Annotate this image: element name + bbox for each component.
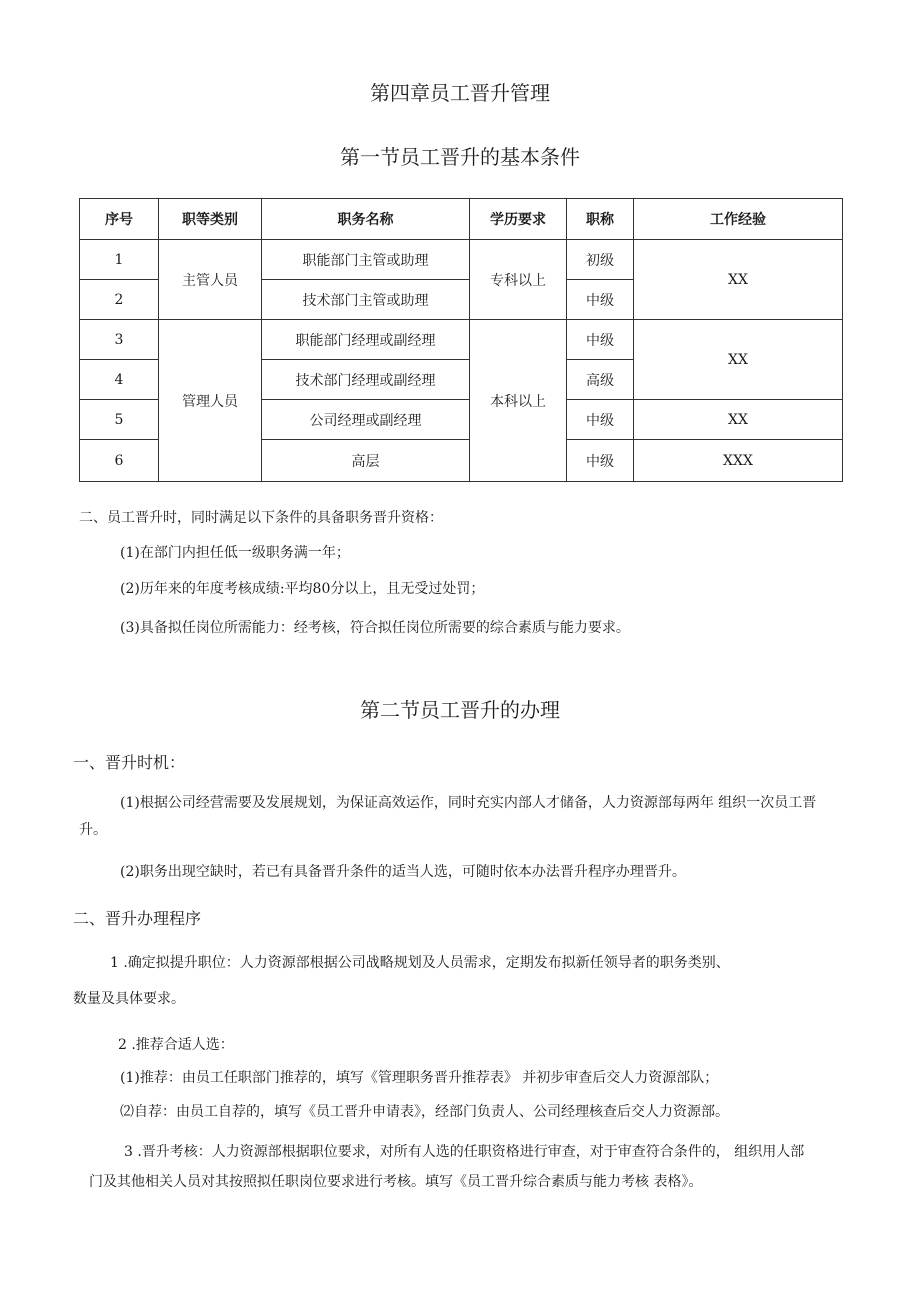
section-title-conditions: 第一节员工晋升的基本条件: [340, 145, 580, 169]
title-cell: 高级: [567, 360, 634, 400]
experience-cell: XX: [634, 320, 843, 400]
condition-item: (3)具备拟任岗位所需能力：经考核，符合拟任岗位所需要的综合素质与能力要求。: [120, 620, 630, 636]
header-cell: 职务名称: [262, 199, 470, 240]
education-cell: 专科以上: [470, 240, 567, 320]
procedure-step-3-continued: 门及其他相关人员对其按照拟任职岗位要求进行考核。填写《员工晋升综合素质与能力考核 表格》。: [89, 1174, 703, 1190]
experience-cell: XX: [634, 400, 843, 440]
position-cell: 公司经理或副经理: [262, 400, 470, 440]
row-number: 1: [80, 240, 159, 280]
timing-heading: 一、晋升时机：: [73, 753, 186, 772]
header-cell: 学历要求: [470, 199, 567, 240]
table-row: [80, 320, 843, 360]
chapter-title: 第四章员工晋升管理: [370, 81, 550, 105]
procedure-step-2: 2 .推荐合适人选：: [118, 1037, 234, 1053]
experience-cell: XX: [634, 240, 843, 320]
position-cell: 技术部门主管或助理: [262, 280, 470, 320]
position-cell: 高层: [262, 440, 470, 482]
education-cell: 本科以上: [470, 320, 567, 482]
position-cell: 技术部门经理或副经理: [262, 360, 470, 400]
timing-item-1: (1)根据公司经营需要及发展规划，为保证高效运作，同时充实内部人才储备，人力资源部每两年 组织一次员工晋: [120, 795, 817, 811]
row-number: 6: [80, 440, 159, 482]
header-cell: 职等类别: [159, 199, 262, 240]
header-cell: 职称: [567, 199, 634, 240]
condition-item: (2)历年来的年度考核成绩:平均80分以上，且无受过处罚；: [120, 581, 485, 597]
title-cell: 初级: [567, 240, 634, 280]
timing-item-2: (2)职务出现空缺时，若已有具备晋升条件的适当人选，可随时依本办法晋升程序办理晋升。: [120, 864, 686, 880]
category-cell: 主管人员: [159, 240, 262, 320]
timing-item-1-continued: 升。: [79, 822, 107, 838]
title-cell: 中级: [567, 400, 634, 440]
row-number: 3: [80, 320, 159, 360]
row-number: 2: [80, 280, 159, 320]
position-cell: 职能部门经理或副经理: [262, 320, 470, 360]
procedure-step-1: 1 .确定拟提升职位：人力资源部根据公司战略规划及人员需求，定期发布拟新任领导者的职务类别、: [110, 955, 730, 971]
table-row: [80, 240, 843, 280]
procedure-step-2-recommend: (1)推荐：由员工任职部门推荐的，填写《管理职务晋升推荐表》 并初步审查后交人力资源部队；: [120, 1070, 719, 1086]
header-cell: 工作经验: [634, 199, 843, 240]
condition-item: (1)在部门内担任低一级职务满一年；: [120, 545, 350, 561]
conditions-intro: 二、员工晋升时，同时满足以下条件的具备职务晋升资格：: [79, 510, 443, 526]
row-number: 4: [80, 360, 159, 400]
header-cell: 序号: [80, 199, 159, 240]
title-cell: 中级: [567, 280, 634, 320]
procedure-step-1-continued: 数量及具体要求。: [73, 991, 185, 1007]
title-cell: 中级: [567, 320, 634, 360]
procedure-step-3: 3 .晋升考核：人力资源部根据职位要求，对所有人选的任职资格进行审查，对于审查符合条件的， 组织用人部: [124, 1144, 805, 1160]
procedure-heading: 二、晋升办理程序: [73, 909, 202, 928]
experience-cell: XXX: [634, 440, 843, 482]
section-title-procedure: 第二节员工晋升的办理: [360, 698, 560, 722]
procedure-step-2-self: ⑵自荐：由员工自荐的，填写《员工晋升申请表》，经部门负责人、公司经理核查后交人力资源部。: [120, 1104, 729, 1120]
title-cell: 中级: [567, 440, 634, 482]
category-cell: 管理人员: [159, 320, 262, 482]
position-cell: 职能部门主管或助理: [262, 240, 470, 280]
table-header-row: [80, 199, 843, 240]
promotion-conditions-table: [79, 198, 843, 482]
row-number: 5: [80, 400, 159, 440]
